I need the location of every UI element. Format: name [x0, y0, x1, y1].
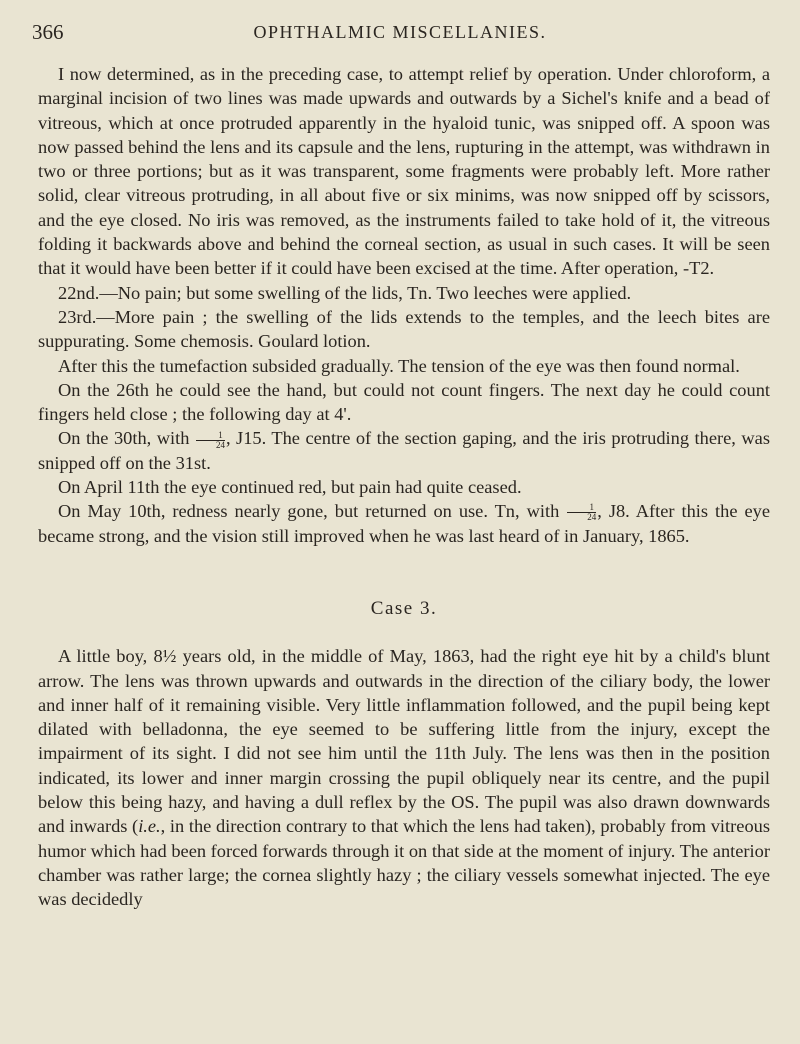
paragraph-tumefaction: After this the tumefaction subsided gradually. The tension of the eye was then found normal. — [58, 355, 740, 376]
text-segment: , J15. The centre of the section gaping, and the iris protruding there, was snipped off on the 31st. — [38, 428, 770, 473]
case-heading: Case 3. — [370, 597, 438, 619]
paragraph-30th — [38, 426, 770, 475]
paragraph-case3 — [38, 644, 770, 911]
text-segment: years old, in the middle of May, 1863, had the right eye hit by a child's blunt arrow. The lens was thrown upwards and outwards in the direction of the ciliary body, the lower and inner half of it remaining visible. Very little inflammation followed, and the pupil being kept dilated with belladonna, the eye seemed to be suffering little from the injury, except the impairment of its sight. I did not see him until the 11th July. The lens was then in the position indicated, its lower and inner margin crossing the pupil obliquely near its centre, and the pupil below this being hazy, and having a dull reflex by the OS. The pupil was also drawn downwards and inwards ( — [38, 646, 770, 837]
paragraph-operation: I now determined, as in the preceding case, to attempt relief by operation. Under chloroform, a marginal incision of two lines was made upwards and outwards by a Sichel's knife and a bead of vitreous, which at once protruded apparently in the hyaloid tunic, was snipped off. A spoon was now passed behind the lens and its capsule and the lens, rupturing in the attempt, was withdrawn in two or three portions; but as it was transparent, some fragments were probably left. More rather solid, clear vitreous protruding, in all about five or six minims, was now snipped off by scissors, and the eye closed. No iris was removed, as the instruments failed to take hold of it, the vitreous folding it backwards above and behind the corneal section, as usual in such cases. It will be seen that it would have been better if it could have been excised at the time. After operation, -T2. — [38, 64, 770, 279]
paragraph-may — [38, 499, 770, 548]
fraction-numerator: 1 — [589, 502, 594, 513]
fraction-numerator: 1 — [218, 429, 223, 440]
page-header — [30, 20, 770, 50]
paragraph-23rd: 23rd.—More pain ; the swelling of the lids extends to the temples, and the leech bites are suppurating. Some chemosis. Goulard lotion. — [38, 306, 770, 352]
spacer — [38, 621, 770, 644]
paragraph-22nd: 22nd.—No pain; but some swelling of the lids, Tn. Two leeches were applied. — [58, 282, 632, 303]
spacer — [38, 548, 770, 597]
body-text — [38, 62, 770, 912]
text-segment: , J8. After this the eye became strong, and the vision still improved when he was last heard of in January, 1865. — [38, 501, 770, 546]
fraction — [196, 431, 225, 450]
text-segment: On May 10th, redness nearly gone, but returned on use. Tn, with — [58, 501, 567, 522]
half-fraction: ½ — [162, 646, 177, 667]
fraction-denominator: 24 — [567, 512, 596, 522]
italic-ie: i.e. — [138, 816, 161, 837]
fraction — [567, 503, 596, 522]
fraction-denominator: 24 — [196, 440, 225, 450]
page-number: 366 — [32, 20, 64, 44]
text-segment: , in the direction contrary to that which the lens had taken), probably from vitreous humor which had been forced forwards through it on that side at the moment of injury. The anterior chamber was rather large; the cornea slightly hazy ; the ciliary vessels somewhat injected. The eye was decidedly — [38, 816, 770, 910]
text-segment: A little boy, 8 — [58, 646, 163, 667]
paragraph-april: On April 11th the eye continued red, but pain had quite ceased. — [58, 477, 522, 498]
running-head: OPHTHALMIC MISCELLANIES. — [253, 22, 547, 42]
paragraph-26th: On the 26th he could see the hand, but could not count fingers. The next day he could count fingers held close ; the following day at 4'. — [38, 379, 770, 425]
text-segment: On the 30th, with — [58, 428, 195, 449]
